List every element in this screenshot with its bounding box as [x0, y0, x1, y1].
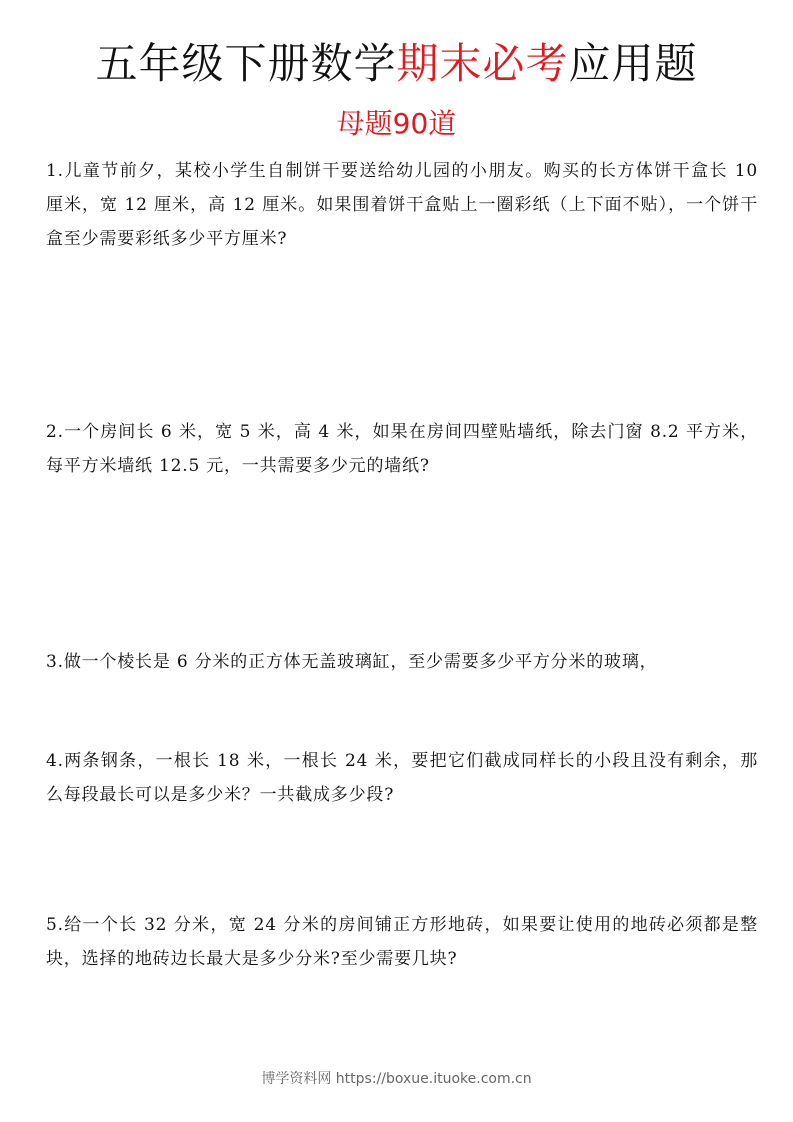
question-1: 1.儿童节前夕，某校小学生自制饼干要送给幼儿园的小朋友。购买的长方体饼干盒长 10 厘米，宽 12 厘米，高 12 厘米。如果围着饼干盒贴上一圈彩纸（上下面不贴），一个饼干盒至少需要彩纸多少平方厘米? [46, 161, 758, 249]
footer-watermark: 博学资料网 https://boxue.ituoke.com.cn [261, 1071, 532, 1087]
page-subtitle: 母题90道 [336, 107, 457, 140]
title-part-3: 应用题 [568, 39, 698, 88]
question-4: 4.两条钢条，一根长 18 米，一根长 24 米，要把它们截成同样长的小段且没有剩余，那么每段最长可以是多少米？一共截成多少段? [46, 751, 758, 805]
title-part-1: 五年级下册数学 [95, 39, 397, 88]
question-5: 5.给一个长 32 分米，宽 24 分米的房间铺正方形地砖，如果要让使用的地砖必须都是整块，选择的地砖边长最大是多少分米?至少需要几块? [46, 915, 758, 969]
page-title [0, 36, 793, 92]
title-highlight: 期末必考 [396, 39, 569, 88]
question-3: 3.做一个棱长是 6 分米的正方体无盖玻璃缸，至少需要多少平方分米的玻璃， [46, 652, 658, 672]
question-2: 2.一个房间长 6 米，宽 5 米，高 4 米，如果在房间四壁贴墙纸，除去门窗 8.2 平方米，每平方米墙纸 12.5 元，一共需要多少元的墙纸? [46, 422, 758, 476]
